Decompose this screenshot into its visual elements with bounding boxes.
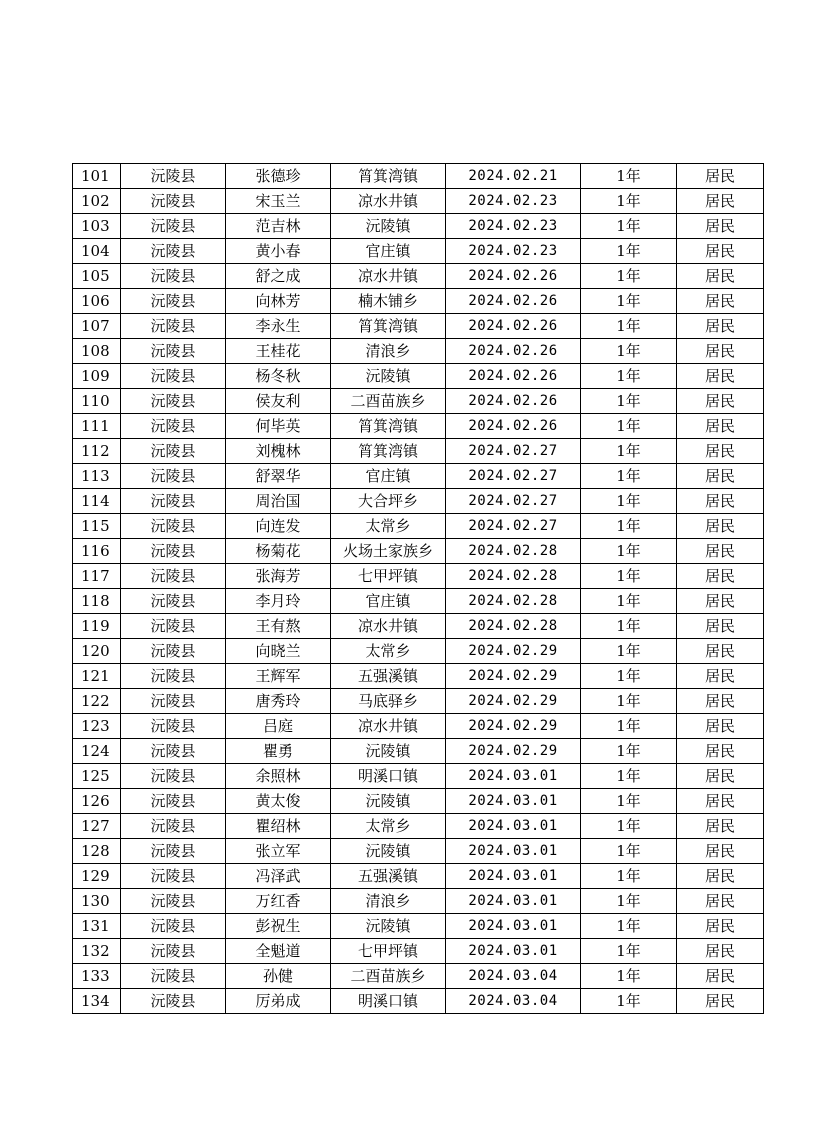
cell-date: 2024.02.26: [446, 339, 581, 364]
cell-town: 大合坪乡: [331, 489, 446, 514]
cell-term: 1年: [581, 939, 677, 964]
cell-number: 102: [73, 189, 121, 214]
table-row: [73, 164, 764, 189]
cell-name: 何毕英: [226, 414, 331, 439]
cell-date: 2024.02.29: [446, 639, 581, 664]
cell-county: 沅陵县: [121, 914, 226, 939]
cell-type: 居民: [677, 414, 764, 439]
cell-name: 黄太俊: [226, 789, 331, 814]
cell-town: 筲箕湾镇: [331, 314, 446, 339]
cell-name: 瞿绍林: [226, 814, 331, 839]
cell-date: 2024.02.27: [446, 439, 581, 464]
residents-table: [72, 163, 764, 1014]
cell-county: 沅陵县: [121, 364, 226, 389]
cell-town: 太常乡: [331, 814, 446, 839]
cell-town: 明溪口镇: [331, 989, 446, 1014]
cell-town: 官庄镇: [331, 464, 446, 489]
cell-number: 117: [73, 564, 121, 589]
cell-town: 清浪乡: [331, 339, 446, 364]
cell-type: 居民: [677, 789, 764, 814]
table-row: [73, 239, 764, 264]
table-row: [73, 489, 764, 514]
cell-town: 七甲坪镇: [331, 939, 446, 964]
cell-date: 2024.02.29: [446, 664, 581, 689]
cell-date: 2024.02.23: [446, 189, 581, 214]
table-row: [73, 914, 764, 939]
cell-number: 113: [73, 464, 121, 489]
cell-county: 沅陵县: [121, 514, 226, 539]
cell-term: 1年: [581, 589, 677, 614]
cell-county: 沅陵县: [121, 889, 226, 914]
table-row: [73, 389, 764, 414]
cell-county: 沅陵县: [121, 989, 226, 1014]
cell-term: 1年: [581, 889, 677, 914]
cell-number: 126: [73, 789, 121, 814]
cell-county: 沅陵县: [121, 564, 226, 589]
cell-number: 109: [73, 364, 121, 389]
cell-date: 2024.02.28: [446, 614, 581, 639]
cell-town: 筲箕湾镇: [331, 414, 446, 439]
cell-term: 1年: [581, 689, 677, 714]
cell-name: 周治国: [226, 489, 331, 514]
cell-date: 2024.03.01: [446, 864, 581, 889]
cell-type: 居民: [677, 664, 764, 689]
cell-county: 沅陵县: [121, 214, 226, 239]
cell-type: 居民: [677, 264, 764, 289]
cell-type: 居民: [677, 489, 764, 514]
cell-type: 居民: [677, 689, 764, 714]
table-row: [73, 789, 764, 814]
table-row: [73, 689, 764, 714]
cell-type: 居民: [677, 739, 764, 764]
cell-county: 沅陵县: [121, 314, 226, 339]
table-row: [73, 664, 764, 689]
cell-date: 2024.02.26: [446, 414, 581, 439]
cell-date: 2024.02.26: [446, 314, 581, 339]
cell-number: 115: [73, 514, 121, 539]
cell-type: 居民: [677, 814, 764, 839]
cell-name: 王桂花: [226, 339, 331, 364]
cell-type: 居民: [677, 864, 764, 889]
cell-term: 1年: [581, 314, 677, 339]
cell-type: 居民: [677, 839, 764, 864]
cell-type: 居民: [677, 764, 764, 789]
cell-county: 沅陵县: [121, 489, 226, 514]
table-row: [73, 214, 764, 239]
cell-county: 沅陵县: [121, 164, 226, 189]
cell-number: 127: [73, 814, 121, 839]
table-row: [73, 839, 764, 864]
cell-town: 沅陵镇: [331, 364, 446, 389]
cell-name: 彭祝生: [226, 914, 331, 939]
cell-term: 1年: [581, 339, 677, 364]
cell-town: 凉水井镇: [331, 714, 446, 739]
cell-town: 清浪乡: [331, 889, 446, 914]
cell-type: 居民: [677, 189, 764, 214]
cell-term: 1年: [581, 264, 677, 289]
cell-term: 1年: [581, 539, 677, 564]
cell-term: 1年: [581, 714, 677, 739]
cell-town: 沅陵镇: [331, 214, 446, 239]
cell-date: 2024.03.01: [446, 889, 581, 914]
cell-number: 124: [73, 739, 121, 764]
table-row: [73, 764, 764, 789]
cell-town: 凉水井镇: [331, 614, 446, 639]
cell-type: 居民: [677, 989, 764, 1014]
cell-town: 七甲坪镇: [331, 564, 446, 589]
table-row: [73, 814, 764, 839]
cell-term: 1年: [581, 739, 677, 764]
table-row: [73, 564, 764, 589]
cell-name: 李月玲: [226, 589, 331, 614]
cell-term: 1年: [581, 664, 677, 689]
table-row: [73, 864, 764, 889]
cell-county: 沅陵县: [121, 539, 226, 564]
cell-name: 冯泽武: [226, 864, 331, 889]
cell-name: 王辉军: [226, 664, 331, 689]
cell-type: 居民: [677, 514, 764, 539]
cell-town: 太常乡: [331, 639, 446, 664]
cell-term: 1年: [581, 214, 677, 239]
cell-date: 2024.02.29: [446, 739, 581, 764]
cell-county: 沅陵县: [121, 389, 226, 414]
cell-type: 居民: [677, 914, 764, 939]
cell-number: 132: [73, 939, 121, 964]
cell-name: 刘槐林: [226, 439, 331, 464]
cell-type: 居民: [677, 164, 764, 189]
cell-term: 1年: [581, 389, 677, 414]
cell-date: 2024.03.01: [446, 939, 581, 964]
cell-number: 110: [73, 389, 121, 414]
table-row: [73, 464, 764, 489]
cell-number: 125: [73, 764, 121, 789]
cell-town: 五强溪镇: [331, 664, 446, 689]
cell-number: 101: [73, 164, 121, 189]
table-row: [73, 639, 764, 664]
cell-town: 马底驿乡: [331, 689, 446, 714]
cell-term: 1年: [581, 289, 677, 314]
cell-county: 沅陵县: [121, 189, 226, 214]
cell-type: 居民: [677, 614, 764, 639]
table-row: [73, 589, 764, 614]
table-row: [73, 189, 764, 214]
cell-name: 王有熬: [226, 614, 331, 639]
cell-date: 2024.02.28: [446, 539, 581, 564]
cell-date: 2024.02.27: [446, 514, 581, 539]
cell-county: 沅陵县: [121, 789, 226, 814]
cell-county: 沅陵县: [121, 614, 226, 639]
cell-town: 官庄镇: [331, 589, 446, 614]
cell-town: 凉水井镇: [331, 264, 446, 289]
cell-town: 二酉苗族乡: [331, 389, 446, 414]
cell-date: 2024.02.26: [446, 389, 581, 414]
cell-number: 133: [73, 964, 121, 989]
cell-county: 沅陵县: [121, 839, 226, 864]
cell-date: 2024.02.23: [446, 239, 581, 264]
cell-number: 120: [73, 639, 121, 664]
cell-term: 1年: [581, 789, 677, 814]
cell-type: 居民: [677, 564, 764, 589]
cell-name: 万红香: [226, 889, 331, 914]
cell-name: 向晓兰: [226, 639, 331, 664]
cell-county: 沅陵县: [121, 664, 226, 689]
cell-number: 131: [73, 914, 121, 939]
cell-town: 火场土家族乡: [331, 539, 446, 564]
cell-number: 119: [73, 614, 121, 639]
cell-term: 1年: [581, 464, 677, 489]
table-row: [73, 889, 764, 914]
table-row: [73, 314, 764, 339]
cell-date: 2024.02.28: [446, 564, 581, 589]
cell-town: 沅陵镇: [331, 839, 446, 864]
cell-type: 居民: [677, 964, 764, 989]
cell-county: 沅陵县: [121, 739, 226, 764]
cell-name: 张德珍: [226, 164, 331, 189]
cell-name: 杨菊花: [226, 539, 331, 564]
table-row: [73, 739, 764, 764]
cell-date: 2024.03.01: [446, 914, 581, 939]
cell-number: 122: [73, 689, 121, 714]
cell-name: 舒翠华: [226, 464, 331, 489]
cell-number: 134: [73, 989, 121, 1014]
cell-town: 五强溪镇: [331, 864, 446, 889]
cell-county: 沅陵县: [121, 964, 226, 989]
cell-county: 沅陵县: [121, 714, 226, 739]
cell-number: 103: [73, 214, 121, 239]
cell-county: 沅陵县: [121, 264, 226, 289]
cell-number: 116: [73, 539, 121, 564]
cell-town: 沅陵镇: [331, 914, 446, 939]
cell-number: 123: [73, 714, 121, 739]
cell-date: 2024.02.26: [446, 289, 581, 314]
cell-name: 向连发: [226, 514, 331, 539]
table-row: [73, 989, 764, 1014]
cell-county: 沅陵县: [121, 689, 226, 714]
cell-term: 1年: [581, 814, 677, 839]
cell-date: 2024.02.23: [446, 214, 581, 239]
cell-term: 1年: [581, 489, 677, 514]
cell-county: 沅陵县: [121, 864, 226, 889]
cell-number: 108: [73, 339, 121, 364]
cell-term: 1年: [581, 864, 677, 889]
cell-number: 104: [73, 239, 121, 264]
cell-town: 楠木铺乡: [331, 289, 446, 314]
cell-county: 沅陵县: [121, 339, 226, 364]
cell-date: 2024.02.26: [446, 264, 581, 289]
cell-term: 1年: [581, 839, 677, 864]
table-row: [73, 714, 764, 739]
cell-county: 沅陵县: [121, 814, 226, 839]
cell-term: 1年: [581, 164, 677, 189]
cell-number: 114: [73, 489, 121, 514]
table-row: [73, 514, 764, 539]
cell-term: 1年: [581, 189, 677, 214]
cell-county: 沅陵县: [121, 764, 226, 789]
table-row: [73, 539, 764, 564]
cell-town: 筲箕湾镇: [331, 439, 446, 464]
cell-type: 居民: [677, 314, 764, 339]
cell-date: 2024.02.27: [446, 489, 581, 514]
cell-date: 2024.02.26: [446, 364, 581, 389]
table-row: [73, 439, 764, 464]
cell-name: 厉弟成: [226, 989, 331, 1014]
cell-number: 106: [73, 289, 121, 314]
cell-type: 居民: [677, 289, 764, 314]
cell-name: 张海芳: [226, 564, 331, 589]
cell-name: 向林芳: [226, 289, 331, 314]
cell-number: 121: [73, 664, 121, 689]
table-row: [73, 264, 764, 289]
cell-term: 1年: [581, 514, 677, 539]
cell-town: 太常乡: [331, 514, 446, 539]
table-row: [73, 939, 764, 964]
cell-date: 2024.03.04: [446, 989, 581, 1014]
cell-date: 2024.02.29: [446, 689, 581, 714]
cell-town: 官庄镇: [331, 239, 446, 264]
cell-county: 沅陵县: [121, 439, 226, 464]
table-row: [73, 964, 764, 989]
cell-number: 107: [73, 314, 121, 339]
cell-term: 1年: [581, 914, 677, 939]
cell-number: 112: [73, 439, 121, 464]
table-row: [73, 364, 764, 389]
cell-name: 吕庭: [226, 714, 331, 739]
cell-county: 沅陵县: [121, 589, 226, 614]
cell-number: 128: [73, 839, 121, 864]
cell-term: 1年: [581, 564, 677, 589]
table-body: [73, 164, 764, 1014]
cell-name: 唐秀玲: [226, 689, 331, 714]
cell-number: 111: [73, 414, 121, 439]
cell-number: 118: [73, 589, 121, 614]
cell-date: 2024.03.01: [446, 839, 581, 864]
cell-term: 1年: [581, 239, 677, 264]
cell-name: 侯友利: [226, 389, 331, 414]
cell-date: 2024.02.29: [446, 714, 581, 739]
cell-county: 沅陵县: [121, 939, 226, 964]
cell-type: 居民: [677, 539, 764, 564]
cell-name: 孙健: [226, 964, 331, 989]
cell-date: 2024.03.01: [446, 764, 581, 789]
cell-type: 居民: [677, 464, 764, 489]
cell-term: 1年: [581, 439, 677, 464]
cell-number: 129: [73, 864, 121, 889]
cell-term: 1年: [581, 639, 677, 664]
cell-term: 1年: [581, 614, 677, 639]
cell-date: 2024.03.01: [446, 789, 581, 814]
cell-type: 居民: [677, 364, 764, 389]
cell-term: 1年: [581, 364, 677, 389]
cell-term: 1年: [581, 764, 677, 789]
cell-town: 二酉苗族乡: [331, 964, 446, 989]
cell-date: 2024.02.28: [446, 589, 581, 614]
table-row: [73, 289, 764, 314]
cell-name: 范吉林: [226, 214, 331, 239]
cell-type: 居民: [677, 339, 764, 364]
cell-type: 居民: [677, 939, 764, 964]
cell-term: 1年: [581, 414, 677, 439]
cell-name: 宋玉兰: [226, 189, 331, 214]
cell-county: 沅陵县: [121, 414, 226, 439]
table-row: [73, 339, 764, 364]
cell-type: 居民: [677, 589, 764, 614]
cell-type: 居民: [677, 214, 764, 239]
cell-term: 1年: [581, 964, 677, 989]
cell-type: 居民: [677, 439, 764, 464]
cell-date: 2024.03.01: [446, 814, 581, 839]
cell-name: 张立军: [226, 839, 331, 864]
cell-number: 105: [73, 264, 121, 289]
cell-county: 沅陵县: [121, 464, 226, 489]
cell-type: 居民: [677, 714, 764, 739]
cell-county: 沅陵县: [121, 639, 226, 664]
cell-type: 居民: [677, 889, 764, 914]
cell-date: 2024.02.27: [446, 464, 581, 489]
cell-town: 明溪口镇: [331, 764, 446, 789]
cell-name: 李永生: [226, 314, 331, 339]
cell-name: 杨冬秋: [226, 364, 331, 389]
cell-county: 沅陵县: [121, 239, 226, 264]
cell-name: 瞿勇: [226, 739, 331, 764]
cell-type: 居民: [677, 239, 764, 264]
cell-term: 1年: [581, 989, 677, 1014]
cell-name: 黄小春: [226, 239, 331, 264]
cell-number: 130: [73, 889, 121, 914]
cell-town: 筲箕湾镇: [331, 164, 446, 189]
cell-name: 舒之成: [226, 264, 331, 289]
cell-town: 凉水井镇: [331, 189, 446, 214]
table-row: [73, 414, 764, 439]
cell-date: 2024.03.04: [446, 964, 581, 989]
cell-county: 沅陵县: [121, 289, 226, 314]
cell-type: 居民: [677, 639, 764, 664]
cell-date: 2024.02.21: [446, 164, 581, 189]
cell-town: 沅陵镇: [331, 789, 446, 814]
cell-town: 沅陵镇: [331, 739, 446, 764]
cell-type: 居民: [677, 389, 764, 414]
cell-name: 余照林: [226, 764, 331, 789]
cell-name: 全魁道: [226, 939, 331, 964]
table-row: [73, 614, 764, 639]
